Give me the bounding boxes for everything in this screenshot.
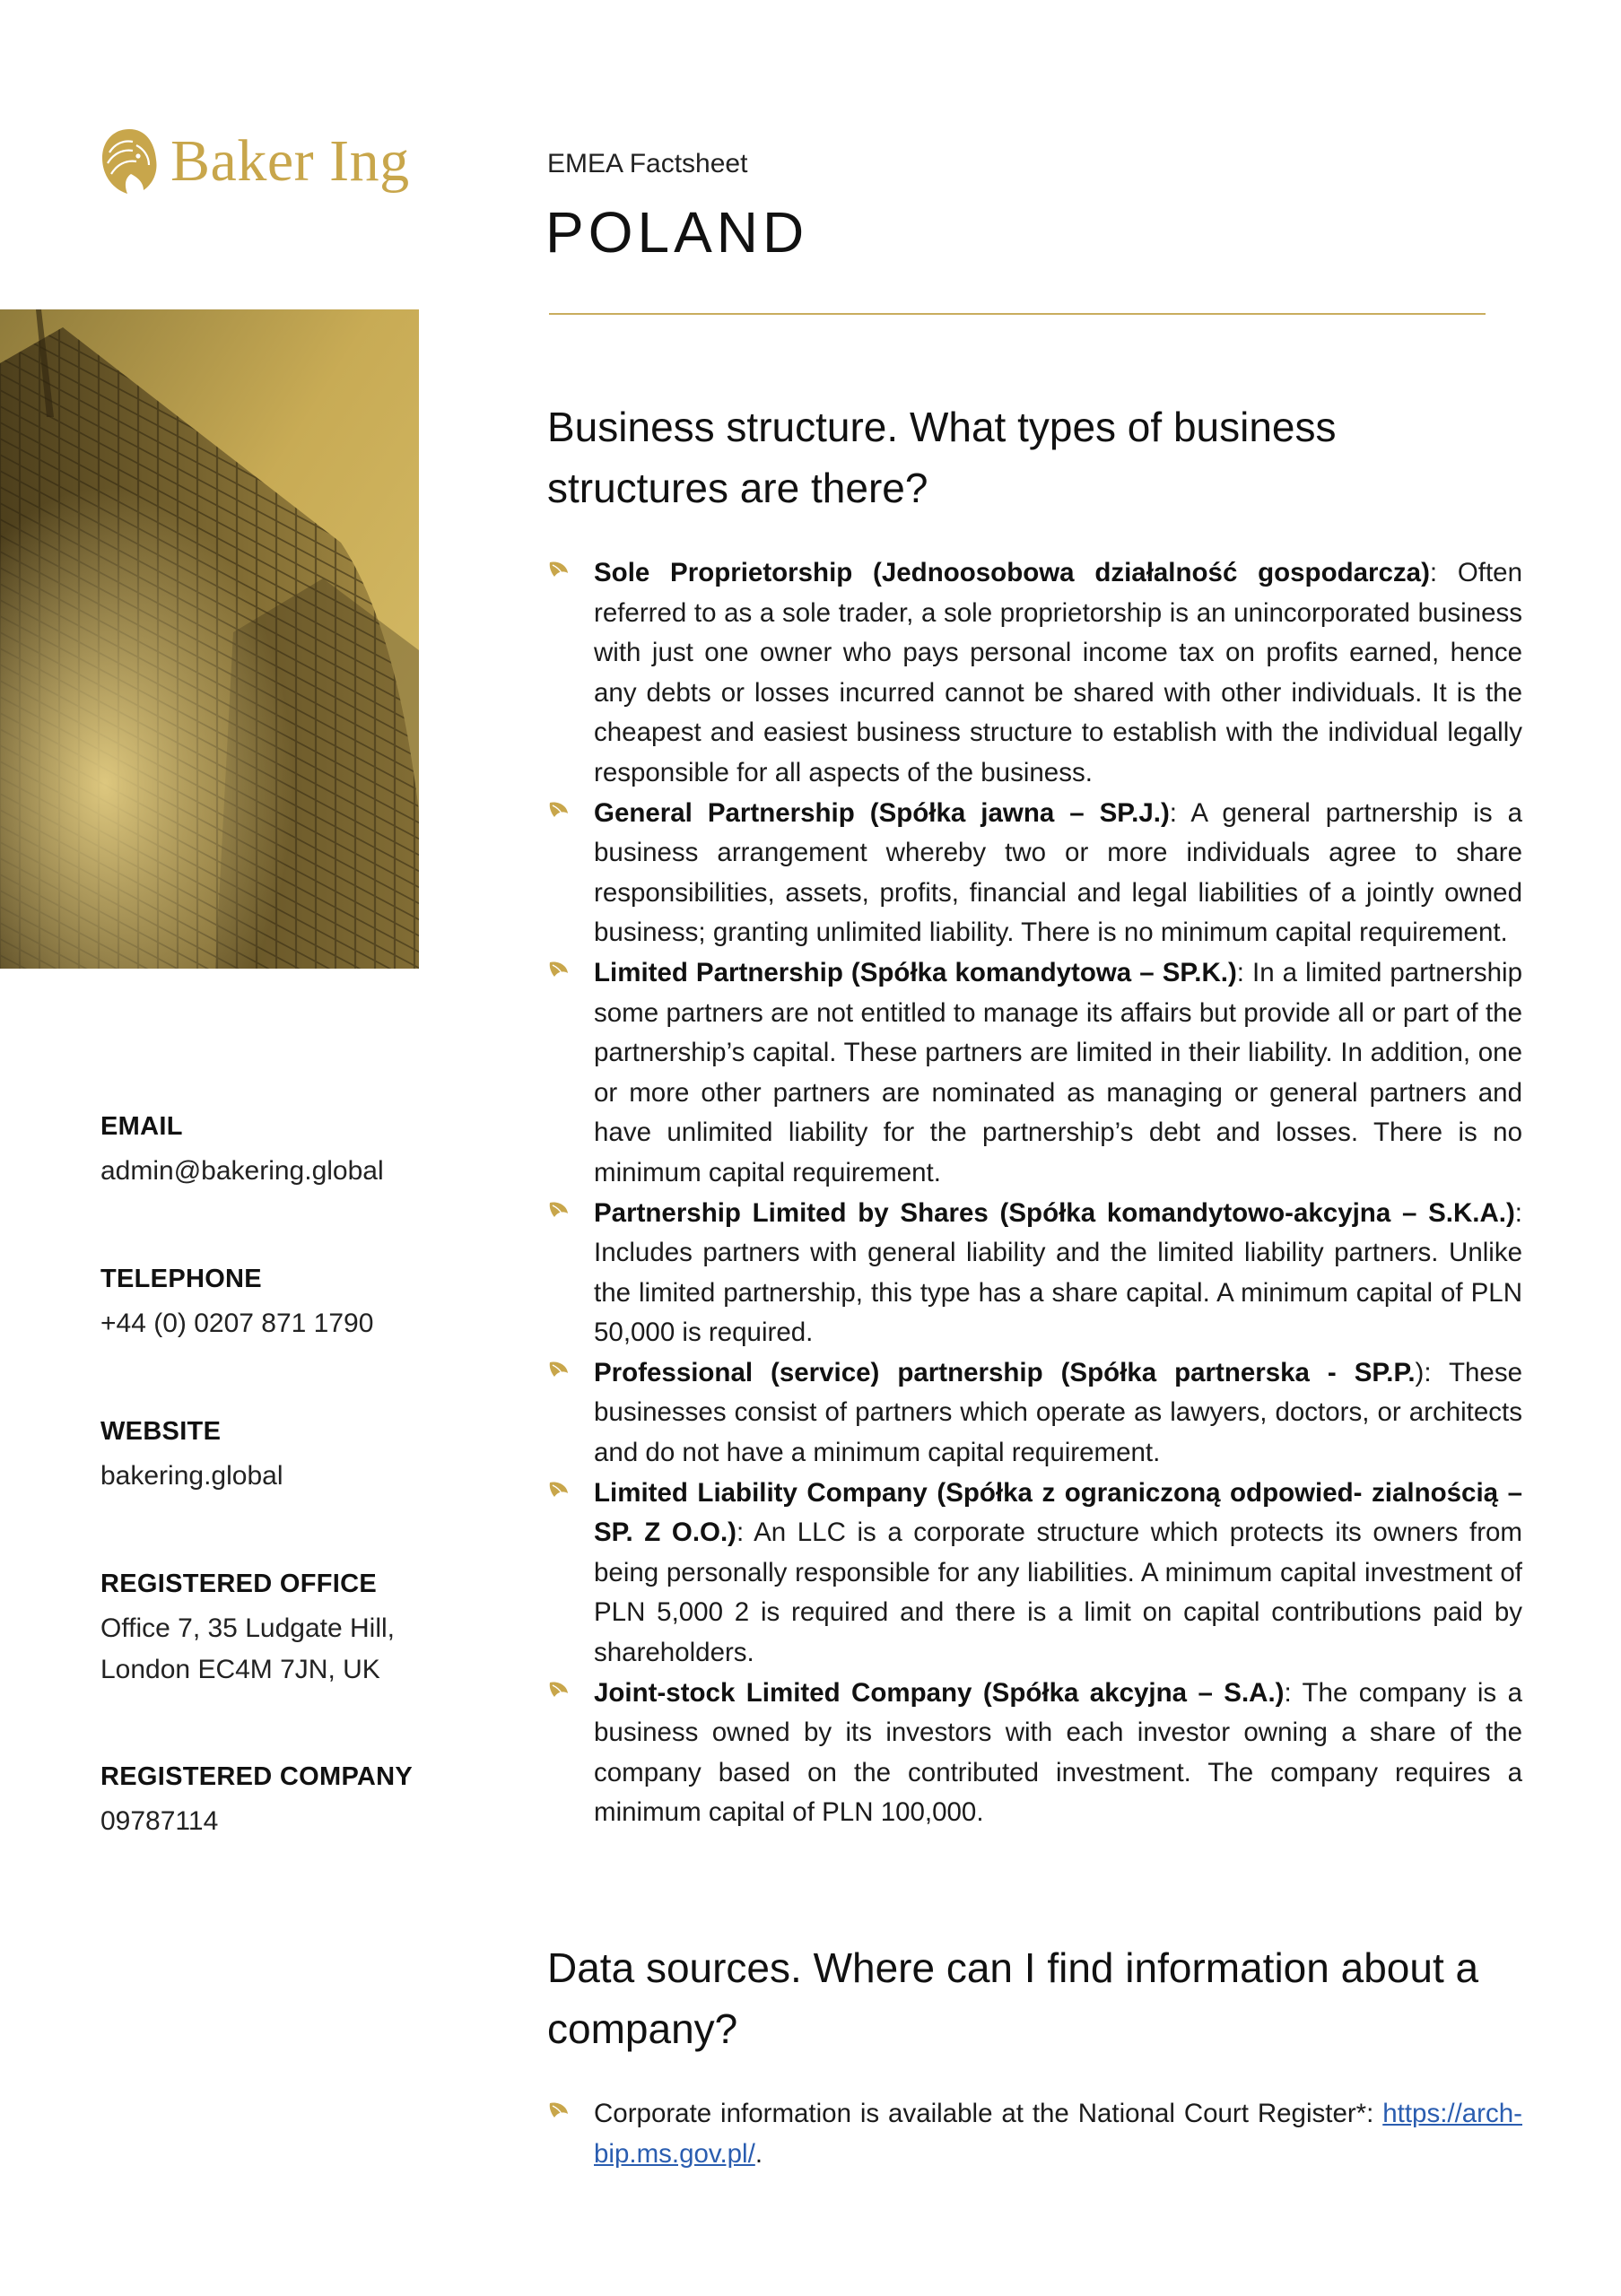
item-text: : Often referred to as a sole trader, a sole proprietorship is an unincorporated business with just one owner who pays personal income tax on profits earned, hence any debts or losses incurred cannot be shared with other individuals. It is the cheapest and easiest business structure to establish with the individual legally responsible for all aspects of the business.: [594, 558, 1522, 787]
item-term: Professional (service) partnership (Spółka partnerska - SP.P.: [594, 1357, 1416, 1387]
office-line-1: Office 7, 35 Ludgate Hill,: [100, 1613, 395, 1643]
item-term: Joint-stock Limited Company (Spółka akcyjna – S.A.): [594, 1677, 1285, 1708]
lion-head-icon: [97, 126, 161, 197]
heading-line: Business structure. What types of business: [547, 404, 1337, 450]
contact-website: [100, 1417, 423, 1497]
contact-telephone: [100, 1265, 423, 1344]
email-label: EMAIL: [100, 1112, 183, 1141]
section-heading-business-structure: [547, 396, 1525, 518]
item-text-end: .: [754, 2138, 763, 2169]
heading-line: company?: [547, 2005, 738, 2052]
section-heading-data-sources: [547, 1937, 1525, 2059]
office-label: REGISTERED OFFICE: [100, 1570, 378, 1598]
list-item: [594, 1674, 1522, 1833]
contact-email: [100, 1112, 423, 1192]
telephone-label: TELEPHONE: [100, 1265, 262, 1293]
heading-line: structures are there?: [547, 465, 928, 511]
list-item: [594, 794, 1522, 953]
website-label: WEBSITE: [100, 1417, 222, 1446]
list-item: [594, 2094, 1522, 2174]
brand-name: Baker Ing: [170, 128, 410, 194]
building-photo: [0, 309, 419, 969]
item-text: : Includes partners with general liability and the limited liability partners. Unlike the limited partnership, this type has a share capital. A minimum capital of PLN 50,000 is required.: [594, 1197, 1522, 1348]
office-line-2: London EC4M 7JN, UK: [100, 1655, 380, 1684]
item-term: Limited Liability Company (Spółka z ograniczoną odpowied- zialnością – SP. Z O.O.): [594, 1477, 1522, 1548]
item-text: : The company is a business owned by its investors with each investor owning a share of the company based on the contributed investment. The company requires a minimum capital of PLN 100,000.: [594, 1677, 1522, 1828]
leaf-bullet-icon: [547, 1479, 571, 1502]
list-item: [594, 553, 1522, 794]
gold-divider: [549, 313, 1486, 315]
leaf-bullet-icon: [547, 799, 571, 822]
item-term: Sole Proprietorship (Jednoosobowa działalność gospodarcza): [594, 558, 1430, 587]
list-item: [594, 1474, 1522, 1674]
page-title: POLAND: [545, 200, 809, 265]
business-structure-list: [594, 553, 1522, 1833]
email-value[interactable]: admin@bakering.global: [100, 1156, 384, 1186]
list-item: [594, 953, 1522, 1194]
item-text: : In a limited partnership some partners are not entitled to manage its affairs but provide all or part of the partnership’s capital. These partners are limited in their liability. In addition, one or more other partners are nominated as managing or general partners and have unlimited liability for the partnership’s debt and losses. There is no minimum capital requirement.: [594, 957, 1522, 1187]
item-term: Limited Partnership (Spółka komandytowa – SP.K.): [594, 957, 1237, 987]
item-text: ): These businesses consist of partners which operate as lawyers, doctors, or architects and do not have a minimum capital requirement.: [594, 1357, 1522, 1468]
leaf-bullet-icon: [547, 1679, 571, 1702]
item-text: Corporate information is available at the National Court Register*:: [594, 2099, 1383, 2128]
item-text: : An LLC is a corporate structure which protects its owners from being personally responsible for any liabilities. A minimum capital investment of PLN 5,000 2 is required and there is a limit on capital contributions paid by shareholders.: [594, 1518, 1522, 1668]
item-term: General Partnership (Spółka jawna – SP.J.): [594, 797, 1170, 828]
telephone-value[interactable]: +44 (0) 0207 871 1790: [100, 1309, 374, 1338]
leaf-bullet-icon: [547, 1199, 571, 1222]
leaf-bullet-icon: [547, 559, 571, 582]
company-label: REGISTERED COMPANY: [100, 1762, 414, 1791]
leaf-bullet-icon: [547, 2100, 571, 2123]
item-text: : A general partnership is a business arrangement whereby two or more individuals agree to share responsibilities, assets, profits, financial and legal liabilities of a jointly owned business; granting unlimited liability. There is no minimum capital requirement.: [594, 797, 1522, 948]
contact-registered-office: [100, 1570, 423, 1691]
heading-line: Data sources. Where can I find information about a: [547, 1944, 1479, 1991]
list-item: [594, 1194, 1522, 1353]
brand-logo: [97, 126, 410, 197]
website-value[interactable]: bakering.global: [100, 1461, 283, 1491]
item-term: Partnership Limited by Shares (Spółka komandytowo-akcyjna – S.K.A.): [594, 1197, 1515, 1228]
company-number: 09787114: [100, 1806, 219, 1836]
data-sources-list: [594, 2094, 1522, 2174]
list-item: [594, 1353, 1522, 1474]
doc-kicker: EMEA Factsheet: [547, 149, 748, 178]
contact-registered-company: [100, 1762, 423, 1842]
leaf-bullet-icon: [547, 959, 571, 982]
leaf-bullet-icon: [547, 1359, 571, 1382]
register-link[interactable]: https://arch-bip.ms.gov.pl/: [594, 2099, 1522, 2169]
